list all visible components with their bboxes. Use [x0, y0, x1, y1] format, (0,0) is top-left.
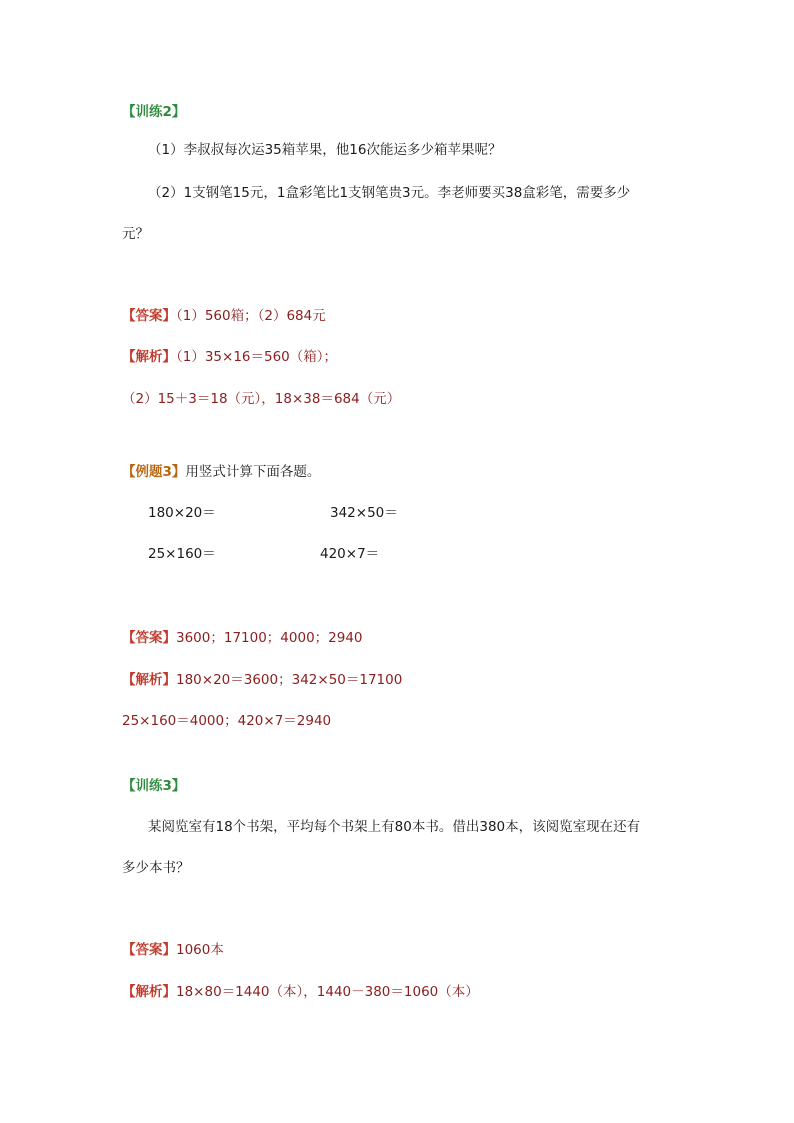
training2-question-2-line2: 元？ [122, 226, 149, 242]
answer-text: （1）560箱；（2）684元 [176, 308, 326, 324]
problem-4: 420×7＝ [320, 546, 380, 562]
analysis-text: 18×80＝1440（本），1440－380＝1060（本） [176, 984, 479, 1000]
problem-3: 25×160＝ [148, 546, 216, 562]
answer-label: 【答案】 [122, 942, 176, 958]
analysis-label: 【解析】 [122, 349, 176, 365]
answer-text: 3600；17100；4000；2940 [176, 630, 363, 646]
example3-instruction: 用竖式计算下面各题。 [185, 464, 321, 480]
example3-answer [122, 629, 363, 647]
training2-question-2-line1: （2）1支钢笔15元，1盒彩笔比1支钢笔贵3元。李老师要买38盒彩笔，需要多少 [148, 185, 631, 201]
analysis-text: （1）35×16＝560（箱）； [176, 349, 338, 365]
analysis-label: 【解析】 [122, 984, 176, 1000]
analysis-label: 【解析】 [122, 672, 176, 688]
training2-question-1: （1）李叔叔每次运35箱苹果，他16次能运多少箱苹果呢？ [148, 142, 502, 158]
answer-label: 【答案】 [122, 308, 176, 324]
training2-analysis-line2: （2）15＋3＝18（元），18×38＝684（元） [122, 391, 401, 407]
analysis-text: 180×20＝3600；342×50＝17100 [176, 672, 403, 688]
training3-answer [122, 941, 224, 959]
training3-analysis [122, 983, 479, 1001]
problem-1: 180×20＝ [148, 505, 216, 521]
training3-question-line1: 某阅览室有18个书架，平均每个书架上有80本书。借出380本，该阅览室现在还有 [148, 819, 641, 835]
example3-header [122, 463, 320, 481]
example3-analysis-line2: 25×160＝4000；420×7＝2940 [122, 713, 332, 729]
training3-title: 【训练3】 [122, 778, 186, 794]
problem-2: 342×50＝ [330, 505, 398, 521]
answer-label: 【答案】 [122, 630, 176, 646]
training3-question-line2: 多少本书？ [122, 860, 190, 876]
example3-title: 【例题3】 [122, 464, 186, 480]
training2-answer [122, 307, 326, 325]
example3-analysis [122, 671, 402, 689]
answer-text: 1060本 [176, 942, 224, 958]
training2-analysis [122, 348, 337, 366]
training2-title: 【训练2】 [122, 104, 186, 120]
